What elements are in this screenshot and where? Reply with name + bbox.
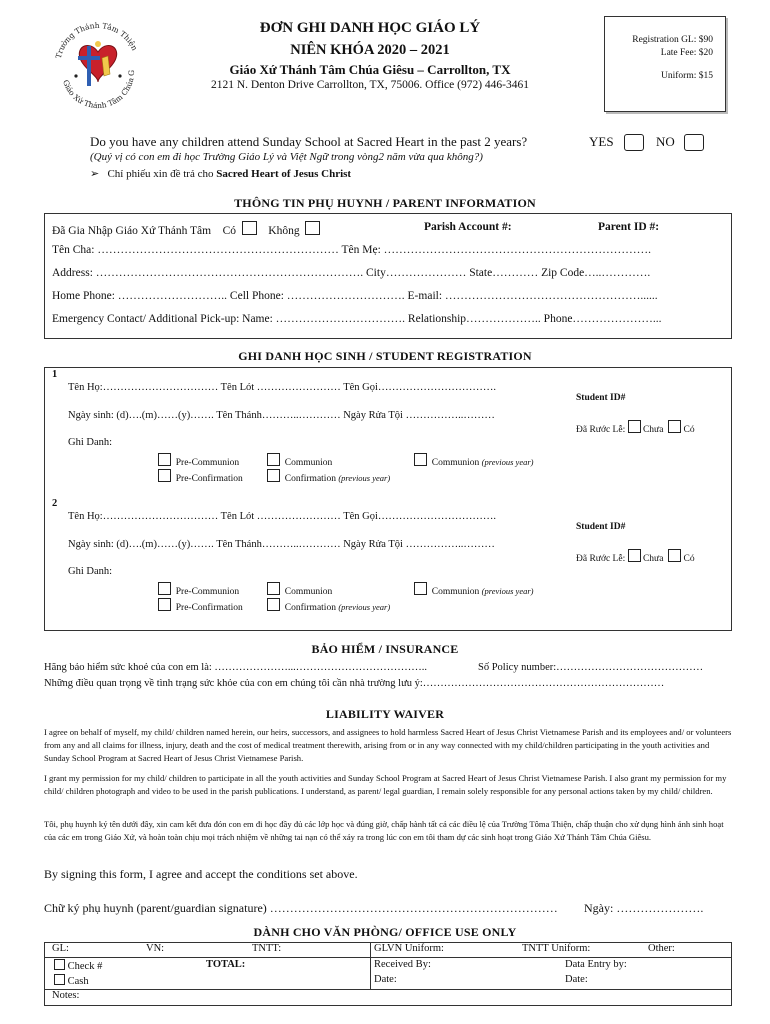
fees-box (604, 16, 726, 112)
insurance-heading: BẢO HIỂM / INSURANCE (311, 642, 459, 656)
joined-no-label: Không (268, 225, 300, 237)
option-label: Communion (284, 587, 333, 597)
uniform-fee: Uniform: $15 (661, 71, 713, 81)
not-yet-checkbox[interactable] (628, 420, 641, 433)
checkbox[interactable] (158, 469, 171, 482)
student-name-line[interactable]: Tên Họ:…………………………… Tên Lót …………………… Tên Gọi……………………………. (68, 382, 497, 393)
checkbox[interactable] (267, 469, 280, 482)
late-fee: Late Fee: $20 (660, 48, 713, 58)
checkbox[interactable] (267, 582, 280, 595)
enroll-label: Ghi Danh: (68, 437, 113, 448)
yes-label: YES (589, 134, 614, 149)
waiver-paragraph-2: I grant my permission for my child/ children to participate in all the youth activities and Sunday School Program at Sacred Heart of Jesus Christ Vietnamese Parish. I also grant my permission for my child/ children photograph and video to be used in the parish publications. I understand, as parent/ legal guardian, I remain solely responsible for any personal actions taken by my child/ children. (44, 773, 727, 796)
communion-status (576, 420, 695, 435)
received-communion-label: Đã Rước Lễ: (576, 554, 626, 564)
option-label: Communion (431, 587, 480, 597)
health-notes-field[interactable]: Những điều quan trọng về tình trạng sức khỏe của con em chúng tôi cần nhà trường lưu ý:…………………………………………………………… (44, 678, 665, 689)
joined-no-checkbox[interactable] (305, 221, 320, 235)
option-label: Communion (431, 458, 480, 468)
student-dob-line[interactable]: Ngày sinh: (d)….(m)……(y)……. Tên Thánh………..………… Ngày Rửa Tội ……………..……… (68, 539, 495, 550)
previous-year-note: (previous year) (481, 457, 534, 467)
enroll-label: Ghi Danh: (68, 566, 113, 577)
checkbox[interactable] (414, 453, 427, 466)
previous-year-note: (previous year) (338, 473, 391, 483)
no-checkbox[interactable] (684, 134, 704, 151)
address-row[interactable]: Address: ……………………………………………………………. City………………… State………… Zip Code…..…………. (52, 267, 651, 279)
prior-attendance-question: Do you have any children attend Sunday School at Sacred Heart in the past 2 years? (90, 134, 528, 149)
student-registration-heading: GHI DANH HỌC SINH / STUDENT REGISTRATION (238, 349, 532, 363)
entry-date-field[interactable]: Date: (565, 974, 588, 985)
joined-parish-label: Đã Gia Nhập Giáo Xứ Thánh Tâm (52, 225, 212, 237)
check-option[interactable] (54, 959, 102, 972)
arrow-bullet-icon: ➢ (90, 168, 100, 180)
vn-field[interactable]: VN: (146, 943, 165, 954)
no-label: NO (656, 134, 675, 149)
data-entry-field[interactable]: Data Entry by: (565, 959, 627, 970)
student-id-field[interactable]: Student ID# (576, 522, 626, 532)
not-yet-label: Chưa (642, 425, 664, 435)
checkbox[interactable] (414, 582, 427, 595)
other-field[interactable]: Other: (648, 943, 675, 954)
option-label: Pre-Confirmation (175, 603, 243, 613)
student-dob-line[interactable]: Ngày sinh: (d)….(m)……(y)……. Tên Thánh………..………… Ngày Rửa Tội ……………..……… (68, 410, 495, 421)
previous-year-note: (previous year) (338, 602, 391, 612)
option-communion-previous[interactable] (414, 582, 534, 597)
joined-parish-row (52, 221, 320, 237)
phone-email-row[interactable]: Home Phone: ……………………….. Cell Phone: …………………………. E-mail: ……………………………………………...... (52, 290, 658, 302)
student-number: 2 (52, 498, 58, 509)
yes-received-label: Có (683, 425, 695, 435)
option-pre-confirmation[interactable] (158, 598, 243, 613)
signature-date-field[interactable]: Ngày: …………………. (584, 901, 704, 915)
communion-status (576, 549, 695, 564)
gl-field[interactable]: GL: (52, 943, 69, 954)
not-yet-label: Chưa (642, 554, 664, 564)
option-label: Pre-Communion (175, 587, 240, 597)
option-label: Communion (284, 458, 333, 468)
yes-received-label: Có (683, 554, 695, 564)
payment-note-payee: Sacred Heart of Jesus Christ (216, 168, 352, 180)
received-by-field[interactable]: Received By: (374, 959, 431, 970)
parent-id-field[interactable]: Parent ID #: (598, 221, 660, 233)
checkbox[interactable] (267, 598, 280, 611)
glvn-uniform-field[interactable]: GLVN Uniform: (374, 943, 444, 954)
liability-waiver-heading: LIABILITY WAIVER (325, 707, 445, 721)
option-pre-communion[interactable] (158, 582, 239, 597)
joined-yes-checkbox[interactable] (242, 221, 257, 235)
check-label: Check # (67, 961, 103, 972)
cash-checkbox[interactable] (54, 974, 65, 985)
signature-field[interactable]: Chữ ký phụ huynh (parent/guardian signature) ……………………………………………………………… (44, 901, 558, 915)
not-yet-checkbox[interactable] (628, 549, 641, 562)
parent-info-heading: THÔNG TIN PHỤ HUYNH / PARENT INFORMATION (234, 196, 536, 210)
option-pre-confirmation[interactable] (158, 469, 243, 484)
option-communion-previous[interactable] (414, 453, 534, 468)
emergency-contact-row[interactable]: Emergency Contact/ Additional Pick-up: Name: ……………………………. Relationship……………….. Phone…………………... (52, 313, 662, 325)
notes-field[interactable]: Notes: (52, 990, 80, 1001)
policy-number-field[interactable]: Số Policy number:…………………………………… (478, 662, 704, 673)
yes-checkbox[interactable] (624, 134, 644, 151)
option-communion[interactable] (267, 582, 332, 597)
yes-received-checkbox[interactable] (668, 549, 681, 562)
tntt-uniform-field[interactable]: TNTT Uniform: (522, 943, 591, 954)
parish-seal (46, 14, 150, 114)
waiver-paragraph-vietnamese: Tôi, phụ huynh ký tên dưới đây, xin cam kết đưa đón con em đi học đầy đủ các lớp học và đúng giờ, chấp hành tất cả các điều lệ của Trường Tôma Thiện, chấp thuận cho xử dụng hình ảnh sinh hoạt của các em trong Giáo Xứ, và hoàn toàn chịu mọi trách nhiệm về những tai nạn có thể xảy ra trong lúc con em tôi tham dự các sinh hoạt trong Giáo Xứ Thánh Tâm Chúa Giêsu. (44, 819, 724, 842)
student-id-field[interactable]: Student ID# (576, 393, 626, 403)
cash-option[interactable] (54, 974, 89, 987)
waiver-paragraph-1: I agree on behalf of myself, my child/ children named herein, our heirs, successors, and assignees to hold harmless Sacred Heart of Jesus Christ Vietnamese Parish and its employees and/ or volunteers from any and all claims for illness, injury, death and the cost of medical treatment therewith, arising from or in any way connected with my child/children participating in the youth activities and Sunday School Program at Sacred Heart of Jesus Christ Vietnamese Parish. (44, 727, 732, 763)
payment-note (90, 167, 351, 180)
parish-account-field[interactable]: Parish Account #: (424, 221, 512, 233)
student-registration-box (44, 367, 732, 631)
parish-address: 2121 N. Denton Drive Carrollton, TX, 75006. Office (972) 446-3461 (210, 79, 529, 91)
previous-year-note: (previous year) (481, 586, 534, 596)
option-communion[interactable] (267, 453, 332, 468)
total-field[interactable]: TOTAL: (206, 959, 246, 970)
office-use-heading: DÀNH CHO VĂN PHÒNG/ OFFICE USE ONLY (253, 925, 517, 939)
option-pre-communion[interactable] (158, 453, 239, 468)
student-name-line[interactable]: Tên Họ:…………………………… Tên Lót …………………… Tên Gọi……………………………. (68, 511, 497, 522)
option-label: Pre-Communion (175, 458, 240, 468)
insurance-company-field[interactable]: Hãng bảo hiểm sức khoẻ của con em là: …………………...……………………………….. (44, 662, 428, 673)
option-confirmation-previous[interactable] (267, 598, 390, 613)
received-date-field[interactable]: Date: (374, 974, 397, 985)
agreement-statement: By signing this form, I agree and accept the conditions set above. (44, 867, 358, 881)
checkbox[interactable] (158, 598, 171, 611)
payment-note-prefix: Chỉ phiếu xin đề trả cho (107, 168, 214, 180)
school-year: NIÊN KHÓA 2020 – 2021 (290, 42, 450, 58)
option-confirmation-previous[interactable] (267, 469, 390, 484)
student-number: 1 (52, 369, 58, 380)
question-vietnamese: (Quý vị có con em đi học Trường Giáo Lý và Việt Ngữ trong vòng2 năm vừa qua không?) (90, 151, 483, 163)
parish-name: Giáo Xứ Thánh Tâm Chúa Giêsu – Carrollton, TX (229, 62, 511, 77)
yes-received-checkbox[interactable] (668, 420, 681, 433)
option-label: Pre-Confirmation (175, 474, 243, 484)
cash-label: Cash (67, 976, 89, 987)
tntt-field[interactable]: TNTT: (252, 943, 282, 954)
registration-fee: Registration GL: $90 (632, 35, 713, 45)
checkbox[interactable] (267, 453, 280, 466)
form-title: ĐƠN GHI DANH HỌC GIÁO LÝ (259, 20, 481, 36)
check-checkbox[interactable] (54, 959, 65, 970)
parents-names-row[interactable]: Tên Cha: ……………………………………………………… Tên Mẹ: ……………………………………………………………. (52, 244, 652, 256)
option-label: Confirmation (284, 603, 336, 613)
svg-text:Trường Thánh Tâm Thiện: Trường Thánh Tâm Thiện (53, 20, 140, 60)
svg-text:Giáo Xứ Thánh Tâm Chúa Giêsu: Giáo Xứ Thánh Tâm Chúa G (61, 69, 137, 111)
received-communion-label: Đã Rước Lễ: (576, 425, 626, 435)
checkbox[interactable] (158, 453, 171, 466)
option-label: Confirmation (284, 474, 336, 484)
joined-yes-label: Có (222, 225, 237, 237)
checkbox[interactable] (158, 582, 171, 595)
